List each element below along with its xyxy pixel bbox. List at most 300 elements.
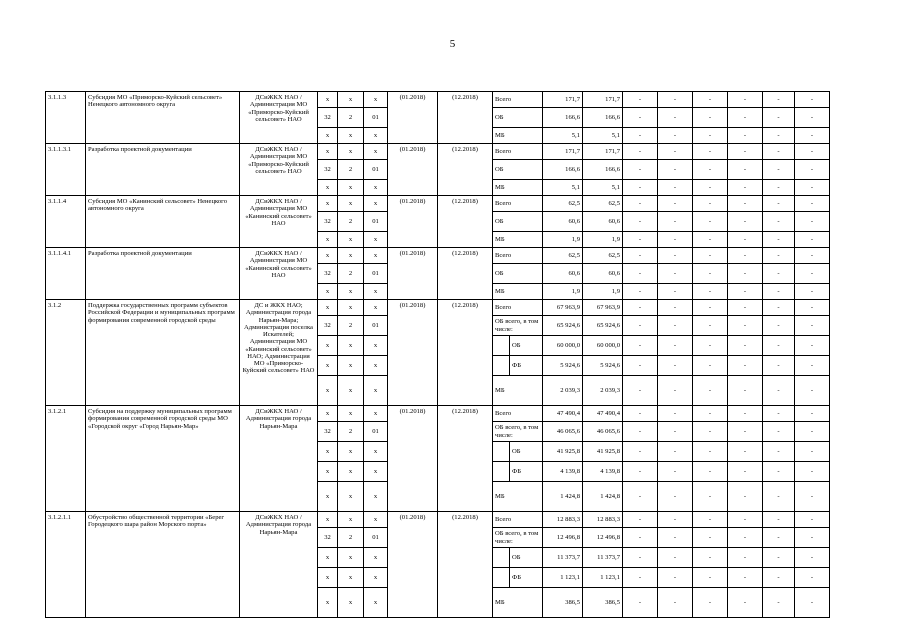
- code-grbs: x: [318, 180, 338, 196]
- amount-year: -: [693, 482, 728, 512]
- amount-year: -: [623, 548, 658, 568]
- code-pr: 01: [364, 264, 388, 284]
- amount-year: -: [763, 462, 795, 482]
- code-rz: x: [338, 336, 364, 356]
- code-grbs: 32: [318, 264, 338, 284]
- amount-year: -: [623, 462, 658, 482]
- funding-source: МБ: [493, 588, 543, 618]
- row-name: Обустройство общественной территории «Берег Городецкого шара район Морского порта»: [86, 512, 240, 618]
- table-row: [46, 144, 830, 160]
- code-grbs: x: [318, 376, 338, 406]
- amount-2018: 5,1: [583, 128, 623, 144]
- amount-year: -: [658, 406, 693, 422]
- source-indent: [493, 336, 510, 356]
- amount-year: -: [693, 316, 728, 336]
- amount-year: -: [623, 284, 658, 300]
- code-pr: 01: [364, 316, 388, 336]
- amount-total: 5,1: [543, 180, 583, 196]
- amount-year: -: [658, 462, 693, 482]
- amount-year: -: [693, 568, 728, 588]
- row-executor: ДСиЖКХ НАО / Администрация города Нарьян-Мара: [240, 512, 318, 618]
- row-executor: ДСиЖКХ НАО / Администрация МО «Канинский сельсовет» НАО: [240, 248, 318, 300]
- amount-year: -: [728, 462, 763, 482]
- amount-year: -: [795, 376, 830, 406]
- amount-year: -: [763, 482, 795, 512]
- amount-year: -: [623, 212, 658, 232]
- table-row: [46, 92, 830, 108]
- amount-year: -: [795, 248, 830, 264]
- amount-total: 1 123,1: [543, 568, 583, 588]
- amount-year: -: [693, 180, 728, 196]
- code-grbs: 32: [318, 212, 338, 232]
- amount-year: -: [795, 548, 830, 568]
- amount-2018: 1,9: [583, 232, 623, 248]
- amount-year: -: [693, 212, 728, 232]
- amount-2018: 1 123,1: [583, 568, 623, 588]
- amount-2018: 60 000,0: [583, 336, 623, 356]
- amount-year: -: [795, 212, 830, 232]
- amount-year: -: [763, 144, 795, 160]
- amount-year: -: [728, 376, 763, 406]
- amount-total: 62,5: [543, 196, 583, 212]
- start-date: (01.2018): [388, 248, 438, 300]
- code-grbs: x: [318, 442, 338, 462]
- code-rz: x: [338, 284, 364, 300]
- code-rz: x: [338, 128, 364, 144]
- funding-source: Всего: [493, 406, 543, 422]
- amount-2018: 171,7: [583, 144, 623, 160]
- amount-year: -: [795, 588, 830, 618]
- code-rz: x: [338, 356, 364, 376]
- amount-total: 171,7: [543, 92, 583, 108]
- code-pr: 01: [364, 212, 388, 232]
- code-rz: x: [338, 92, 364, 108]
- code-grbs: x: [318, 248, 338, 264]
- end-date: (12.2018): [438, 512, 493, 618]
- amount-year: -: [763, 528, 795, 548]
- amount-year: -: [763, 108, 795, 128]
- source-indent: [493, 548, 510, 568]
- amount-year: -: [763, 92, 795, 108]
- code-grbs: 32: [318, 422, 338, 442]
- amount-year: -: [693, 92, 728, 108]
- amount-year: -: [658, 212, 693, 232]
- amount-year: -: [623, 264, 658, 284]
- funding-source: МБ: [493, 180, 543, 196]
- amount-total: 386,5: [543, 588, 583, 618]
- amount-total: 47 490,4: [543, 406, 583, 422]
- amount-total: 12 883,3: [543, 512, 583, 528]
- amount-year: -: [623, 144, 658, 160]
- code-pr: 01: [364, 108, 388, 128]
- amount-year: -: [795, 442, 830, 462]
- amount-year: -: [795, 144, 830, 160]
- amount-year: -: [658, 232, 693, 248]
- amount-2018: 5 924,6: [583, 356, 623, 376]
- code-rz: x: [338, 196, 364, 212]
- amount-2018: 60,6: [583, 212, 623, 232]
- code-pr: x: [364, 442, 388, 462]
- amount-year: -: [763, 232, 795, 248]
- amount-year: -: [728, 548, 763, 568]
- code-grbs: x: [318, 92, 338, 108]
- row-code: 3.1.2.1.1: [46, 512, 86, 618]
- code-grbs: x: [318, 406, 338, 422]
- amount-year: -: [623, 588, 658, 618]
- amount-year: -: [693, 588, 728, 618]
- row-name: Субсидия МО «Канинский сельсовет» Ненецкого автономного округа: [86, 196, 240, 248]
- funding-source: ФБ: [510, 462, 543, 482]
- amount-year: -: [795, 316, 830, 336]
- start-date: (01.2018): [388, 512, 438, 618]
- amount-year: -: [658, 512, 693, 528]
- amount-total: 4 139,8: [543, 462, 583, 482]
- amount-year: -: [623, 422, 658, 442]
- row-code: 3.1.1.3: [46, 92, 86, 144]
- end-date: (12.2018): [438, 248, 493, 300]
- amount-2018: 62,5: [583, 196, 623, 212]
- amount-year: -: [623, 300, 658, 316]
- amount-total: 41 925,8: [543, 442, 583, 462]
- table-row: [46, 248, 830, 264]
- end-date: (12.2018): [438, 196, 493, 248]
- code-pr: x: [364, 482, 388, 512]
- amount-year: -: [623, 442, 658, 462]
- funding-source: ОБ: [493, 212, 543, 232]
- funding-source: Всего: [493, 300, 543, 316]
- amount-year: -: [763, 588, 795, 618]
- row-name: Разработка проектной документации: [86, 248, 240, 300]
- amount-year: -: [623, 316, 658, 336]
- amount-2018: 65 924,6: [583, 316, 623, 336]
- amount-total: 5 924,6: [543, 356, 583, 376]
- code-rz: x: [338, 442, 364, 462]
- amount-year: -: [763, 442, 795, 462]
- amount-year: -: [623, 128, 658, 144]
- code-rz: x: [338, 568, 364, 588]
- row-code: 3.1.2: [46, 300, 86, 406]
- row-name: Субсидия на поддержку муниципальных программ формирования современной городской среды МО «Городской округ «Город Нарьян-Мар»: [86, 406, 240, 512]
- amount-year: -: [795, 160, 830, 180]
- amount-year: -: [728, 300, 763, 316]
- code-rz: x: [338, 376, 364, 406]
- code-pr: x: [364, 336, 388, 356]
- code-rz: 2: [338, 316, 364, 336]
- code-grbs: 32: [318, 528, 338, 548]
- amount-total: 67 963,9: [543, 300, 583, 316]
- amount-year: -: [693, 336, 728, 356]
- amount-total: 1,9: [543, 232, 583, 248]
- funding-source: Всего: [493, 196, 543, 212]
- amount-total: 166,6: [543, 108, 583, 128]
- amount-year: -: [795, 568, 830, 588]
- amount-total: 171,7: [543, 144, 583, 160]
- amount-year: -: [623, 248, 658, 264]
- amount-year: -: [693, 376, 728, 406]
- amount-year: -: [795, 406, 830, 422]
- code-grbs: 32: [318, 316, 338, 336]
- amount-total: 60,6: [543, 264, 583, 284]
- row-code: 3.1.1.4.1: [46, 248, 86, 300]
- code-rz: 2: [338, 422, 364, 442]
- code-rz: x: [338, 406, 364, 422]
- table-row: [46, 196, 830, 212]
- amount-2018: 47 490,4: [583, 406, 623, 422]
- amount-2018: 4 139,8: [583, 462, 623, 482]
- amount-year: -: [728, 196, 763, 212]
- amount-total: 60 000,0: [543, 336, 583, 356]
- code-grbs: x: [318, 336, 338, 356]
- amount-year: -: [658, 482, 693, 512]
- amount-year: -: [763, 196, 795, 212]
- amount-year: -: [728, 528, 763, 548]
- amount-year: -: [623, 528, 658, 548]
- amount-year: -: [795, 482, 830, 512]
- amount-year: -: [728, 212, 763, 232]
- row-name: Субсидия МО «Приморско-Куйский сельсовет» Ненецкого автономного округа: [86, 92, 240, 144]
- code-rz: x: [338, 512, 364, 528]
- amount-year: -: [763, 264, 795, 284]
- funding-source: ОБ всего, в том числе:: [493, 528, 543, 548]
- row-code: 3.1.1.3.1: [46, 144, 86, 196]
- amount-year: -: [795, 284, 830, 300]
- amount-year: -: [728, 512, 763, 528]
- code-rz: x: [338, 144, 364, 160]
- row-code: 3.1.1.4: [46, 196, 86, 248]
- code-grbs: x: [318, 356, 338, 376]
- amount-year: -: [693, 232, 728, 248]
- amount-year: -: [623, 92, 658, 108]
- amount-total: 1,9: [543, 284, 583, 300]
- code-pr: 01: [364, 422, 388, 442]
- amount-year: -: [658, 160, 693, 180]
- amount-total: 65 924,6: [543, 316, 583, 336]
- code-rz: x: [338, 248, 364, 264]
- amount-year: -: [728, 356, 763, 376]
- amount-year: -: [658, 568, 693, 588]
- source-indent: [493, 462, 510, 482]
- code-pr: x: [364, 406, 388, 422]
- code-grbs: x: [318, 144, 338, 160]
- amount-2018: 1,9: [583, 284, 623, 300]
- amount-year: -: [795, 356, 830, 376]
- amount-year: -: [728, 422, 763, 442]
- code-rz: 2: [338, 528, 364, 548]
- amount-year: -: [795, 108, 830, 128]
- amount-year: -: [658, 336, 693, 356]
- code-grbs: x: [318, 300, 338, 316]
- amount-2018: 166,6: [583, 160, 623, 180]
- code-pr: x: [364, 180, 388, 196]
- amount-year: -: [728, 92, 763, 108]
- amount-year: -: [693, 422, 728, 442]
- funding-source: ОБ всего, в том числе:: [493, 422, 543, 442]
- funding-source: ОБ всего, в том числе:: [493, 316, 543, 336]
- code-grbs: x: [318, 512, 338, 528]
- code-rz: x: [338, 548, 364, 568]
- amount-total: 46 065,6: [543, 422, 583, 442]
- amount-year: -: [763, 548, 795, 568]
- amount-year: -: [763, 356, 795, 376]
- code-pr: 01: [364, 528, 388, 548]
- amount-year: -: [728, 160, 763, 180]
- amount-year: -: [658, 248, 693, 264]
- program-table: [45, 91, 830, 618]
- amount-2018: 60,6: [583, 264, 623, 284]
- funding-source: ОБ: [493, 160, 543, 180]
- code-rz: x: [338, 180, 364, 196]
- amount-year: -: [795, 196, 830, 212]
- funding-source: ФБ: [510, 568, 543, 588]
- funding-source: ФБ: [510, 356, 543, 376]
- amount-year: -: [623, 196, 658, 212]
- amount-year: -: [693, 196, 728, 212]
- amount-year: -: [763, 300, 795, 316]
- funding-source: ОБ: [510, 548, 543, 568]
- amount-2018: 5,1: [583, 180, 623, 196]
- amount-year: -: [693, 144, 728, 160]
- table-row: [46, 512, 830, 528]
- amount-year: -: [728, 482, 763, 512]
- funding-source: МБ: [493, 128, 543, 144]
- amount-year: -: [693, 528, 728, 548]
- page-number: 5: [449, 38, 456, 50]
- amount-year: -: [693, 248, 728, 264]
- amount-year: -: [693, 442, 728, 462]
- row-executor: ДСиЖКХ НАО / Администрация города Нарьян-Мара: [240, 406, 318, 512]
- code-pr: x: [364, 196, 388, 212]
- code-pr: 01: [364, 160, 388, 180]
- amount-year: -: [795, 264, 830, 284]
- amount-year: -: [658, 264, 693, 284]
- amount-year: -: [658, 300, 693, 316]
- code-rz: x: [338, 300, 364, 316]
- amount-year: -: [728, 180, 763, 196]
- amount-year: -: [728, 144, 763, 160]
- code-rz: x: [338, 482, 364, 512]
- amount-2018: 12 883,3: [583, 512, 623, 528]
- amount-year: -: [728, 284, 763, 300]
- funding-source: ОБ: [493, 264, 543, 284]
- amount-year: -: [795, 92, 830, 108]
- amount-2018: 1 424,8: [583, 482, 623, 512]
- amount-total: 62,5: [543, 248, 583, 264]
- amount-year: -: [795, 336, 830, 356]
- code-pr: x: [364, 512, 388, 528]
- code-pr: x: [364, 356, 388, 376]
- amount-year: -: [728, 232, 763, 248]
- start-date: (01.2018): [388, 92, 438, 144]
- code-grbs: x: [318, 232, 338, 248]
- amount-year: -: [623, 376, 658, 406]
- code-rz: x: [338, 232, 364, 248]
- code-pr: x: [364, 144, 388, 160]
- row-name: Поддержка государственных программ субъектов Российской Федерации и муниципальных программ формирования современной городской среды: [86, 300, 240, 406]
- code-grbs: x: [318, 196, 338, 212]
- amount-year: -: [728, 406, 763, 422]
- start-date: (01.2018): [388, 406, 438, 512]
- amount-year: -: [623, 108, 658, 128]
- amount-year: -: [763, 406, 795, 422]
- amount-2018: 41 925,8: [583, 442, 623, 462]
- amount-year: -: [658, 196, 693, 212]
- funding-source: МБ: [493, 376, 543, 406]
- amount-2018: 62,5: [583, 248, 623, 264]
- amount-year: -: [658, 108, 693, 128]
- code-pr: x: [364, 568, 388, 588]
- amount-year: -: [763, 316, 795, 336]
- code-grbs: 32: [318, 108, 338, 128]
- amount-year: -: [658, 442, 693, 462]
- code-pr: x: [364, 548, 388, 568]
- code-pr: x: [364, 462, 388, 482]
- amount-year: -: [623, 232, 658, 248]
- amount-year: -: [795, 528, 830, 548]
- amount-year: -: [658, 128, 693, 144]
- amount-total: 166,6: [543, 160, 583, 180]
- amount-year: -: [658, 92, 693, 108]
- funding-source: МБ: [493, 232, 543, 248]
- code-grbs: x: [318, 284, 338, 300]
- amount-year: -: [658, 588, 693, 618]
- funding-source: ОБ: [493, 108, 543, 128]
- code-grbs: x: [318, 548, 338, 568]
- code-pr: x: [364, 376, 388, 406]
- amount-total: 11 373,7: [543, 548, 583, 568]
- amount-year: -: [763, 128, 795, 144]
- amount-total: 60,6: [543, 212, 583, 232]
- amount-total: 2 039,3: [543, 376, 583, 406]
- code-grbs: x: [318, 462, 338, 482]
- amount-year: -: [623, 568, 658, 588]
- amount-year: -: [693, 548, 728, 568]
- row-executor: ДСиЖКХ НАО / Администрация МО «Приморско-Куйский сельсовет» НАО: [240, 144, 318, 196]
- amount-year: -: [693, 512, 728, 528]
- row-name: Разработка проектной документации: [86, 144, 240, 196]
- amount-year: -: [763, 284, 795, 300]
- code-pr: x: [364, 588, 388, 618]
- amount-year: -: [728, 568, 763, 588]
- row-code: 3.1.2.1: [46, 406, 86, 512]
- amount-year: -: [658, 316, 693, 336]
- source-indent: [493, 568, 510, 588]
- amount-year: -: [795, 300, 830, 316]
- code-rz: x: [338, 588, 364, 618]
- amount-year: -: [623, 336, 658, 356]
- amount-year: -: [658, 180, 693, 196]
- amount-year: -: [795, 462, 830, 482]
- amount-year: -: [795, 128, 830, 144]
- row-executor: ДСиЖКХ НАО / Администрация МО «Приморско-Куйский сельсовет» НАО: [240, 92, 318, 144]
- code-grbs: x: [318, 588, 338, 618]
- amount-year: -: [623, 160, 658, 180]
- code-rz: 2: [338, 160, 364, 180]
- amount-year: -: [693, 128, 728, 144]
- table-row: [46, 406, 830, 422]
- amount-2018: 12 496,8: [583, 528, 623, 548]
- amount-year: -: [728, 128, 763, 144]
- code-rz: 2: [338, 264, 364, 284]
- amount-year: -: [693, 300, 728, 316]
- code-pr: x: [364, 284, 388, 300]
- amount-year: -: [763, 160, 795, 180]
- amount-year: -: [658, 376, 693, 406]
- code-grbs: x: [318, 128, 338, 144]
- amount-year: -: [693, 160, 728, 180]
- start-date: (01.2018): [388, 196, 438, 248]
- amount-2018: 67 963,9: [583, 300, 623, 316]
- code-pr: x: [364, 128, 388, 144]
